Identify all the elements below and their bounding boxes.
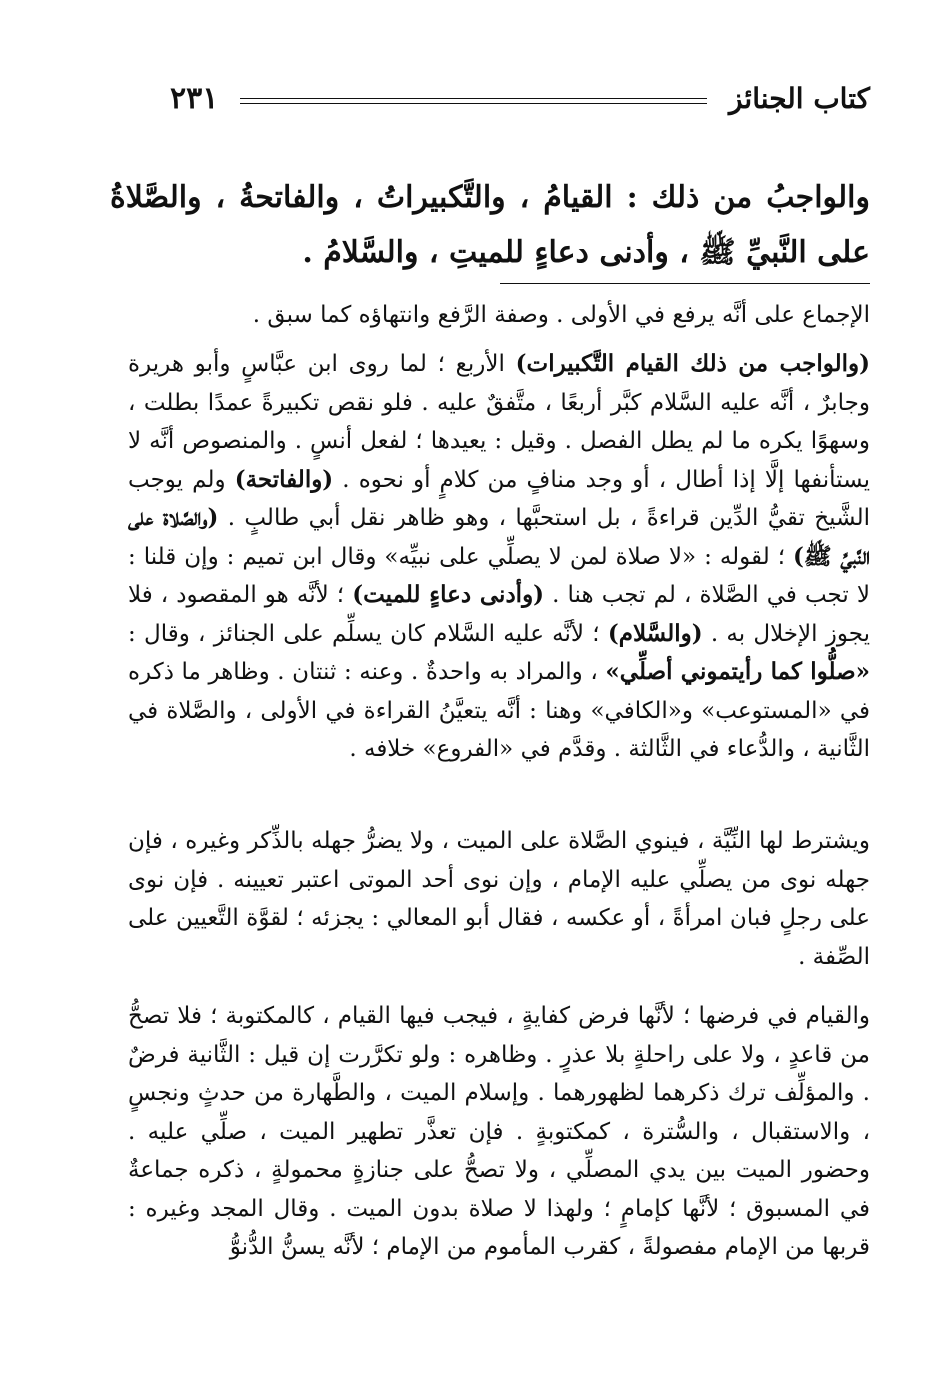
- commentary-text: ؛ لأنَّه هو المقصود ، فلا يجوز الإخلال به .: [128, 582, 871, 647]
- commentary-paragraph-1: [128, 296, 870, 335]
- header-rule: [240, 98, 707, 104]
- commentary-paragraph-2: [128, 345, 870, 769]
- quoted-matn: (وأدنى دعاءٍ للميت): [352, 581, 545, 608]
- hadith-quote: «صلُّوا كما رأيتموني أصلِّي»: [605, 658, 870, 685]
- paragraph-text: ويشترط لها النِّيَّة ، فينوي الصَّلاة على الميت ، ولا يضرُّ جهله بالذِّكر وغيره ، فإن جهله نوى من يصلِّي عليه الإمام ، وإن نوى أحد الموتى اعتبر تعيينه . فإن نوى على رجلٍ فبان امرأةً ، أو عكسه ، فقال أبو المعالي : يجزئه ؛ لقوَّة التَّعيين على الصِّفة .: [128, 828, 870, 970]
- commentary-text: ، والمراد به واحدةٌ . وعنه : ثنتان . وظاهر ما ذكره في «المستوعب» و«الكافي» وهنا : أنَّه يتعيَّنُ القراءة في الأولى ، والصَّلاة في الثَّانية ، والدُّعاء في الثَّالثة . وقدَّم في «الفروع» خلافه .: [128, 659, 870, 762]
- paragraph-text: الإجماع على أنَّه يرفع في الأولى . وصفة الرَّفع وانتهاؤه كما سبق .: [252, 302, 870, 328]
- page-number: ٢٣١: [170, 80, 219, 116]
- commentary-text: ؛ لقوله : «لا صلاة لمن لا يصلِّي على نبيِّه» وقال ابن تميم : وإن قلنا : لا تجب في الصَّلاة ، لم تجب هنا .: [128, 543, 871, 608]
- paragraph-text: [128, 345, 870, 769]
- commentary-text: الأربع ؛ لما روى ابن عبَّاسٍ وأبو هريرة وجابرٌ ، أنَّه عليه السَّلام كبَّر أربعًا ، متَّفقٌ عليه . فلو نقص تكبيرةً عمدًا بطلت ، وسهوًا يكره ما لم يطل الفصل . وقيل : يعيدها ؛ لفعل أنسٍ . والمنصوص أنَّه لا يستأنفها إلَّا إذا أطال ، أو وجد منافٍ من كلامٍ أو نحوه .: [128, 351, 870, 493]
- commentary-text: ولم يوجب الشَّيخ تقيُّ الدِّين قراءةً ، بل استحبَّها ، وهو ظاهر نقل أبي طالبٍ .: [128, 466, 870, 531]
- chapter-title: كتاب الجنائز: [728, 81, 870, 115]
- commentary-paragraph-4: [128, 997, 870, 1267]
- quoted-matn: (والصَّلاة على النَّبيِّ ﷺ): [128, 504, 871, 570]
- matn-text: والواجبُ من ذلك : القيامُ ، والتَّكبيراتُ ، والفاتحةُ ، والصَّلاةُ على النَّبيِّ ﷺ ، وأدنى دعاءٍ للميتِ ، والسَّلامُ .: [110, 180, 870, 270]
- quoted-matn: (والواجب من ذلك القيام التَّكبيرات): [515, 350, 871, 377]
- matn-underline: [500, 283, 870, 284]
- quoted-matn: (والسَّلام): [607, 619, 703, 647]
- paragraph-text: والقيام في فرضها ؛ لأنَّها فرض كفايةٍ ، فيجب فيها القيام ، كالمكتوبة ؛ فلا تصحُّ من قاعدٍ ، ولا على راحلةٍ بلا عذرٍ . وظاهره : ولو تكرَّرت إن قيل : الثَّانية فرضٌ . والمؤلِّف ترك ذكرهما لظهورهما . وإسلام الميت ، والطَّهارة من حدثٍ ونجسٍ ، والاستقبال ، والسُّترة ، كمكتوبةٍ . فإن تعذَّر تطهير الميت ، صلِّي عليه . وحضور الميت بين يدي المصلِّي ، ولا تصحُّ على جنازةٍ محمولةٍ ، ذكره جماعةٌ في المسبوق ؛ لأنَّها كإمامٍ ؛ ولهذا لا صلاة بدون الميت . وقال المجد وغيره : قربها من الإمام مفصولةً ، كقرب المأموم من الإمام ؛ لأنَّه يسنُّ الدُّنوُّ: [128, 1003, 870, 1260]
- commentary-paragraph-3: [128, 822, 870, 976]
- commentary-text: ؛ لأنَّه عليه السَّلام كان يسلِّم على الجنائز ، وقال :: [128, 620, 608, 647]
- quoted-matn: (والفاتحة): [234, 465, 334, 493]
- running-header: [170, 78, 870, 118]
